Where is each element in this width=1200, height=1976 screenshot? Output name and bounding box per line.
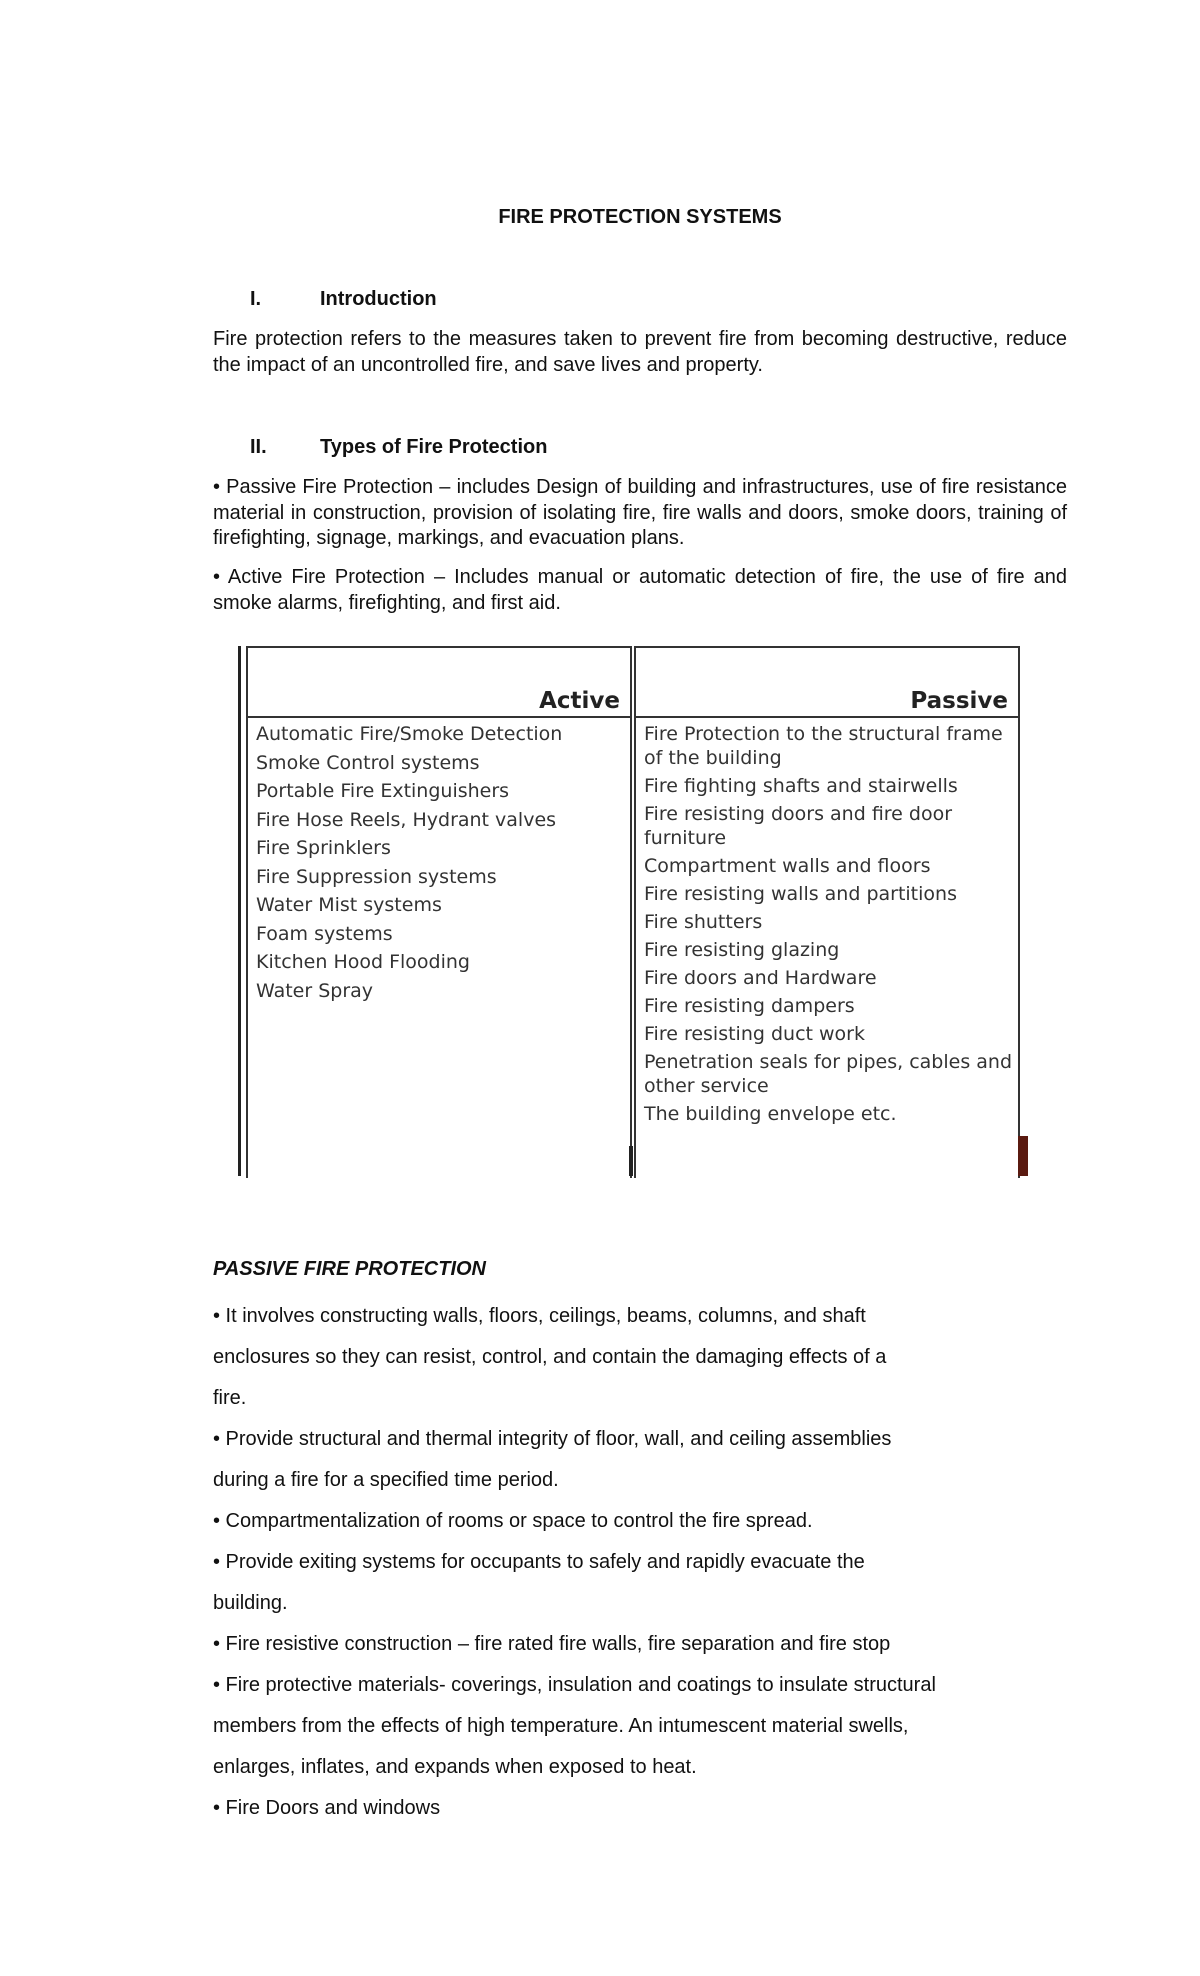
bullet-line: during a fire for a specified time period. bbox=[213, 1469, 559, 1491]
list-item: Fire Hose Reels, Hydrant valves bbox=[256, 808, 557, 831]
list-item: Fire fighting shafts and stairwells bbox=[644, 775, 958, 797]
bullet-line: • It involves constructing walls, floors, ceilings, beams, columns, and shaft bbox=[213, 1305, 866, 1327]
section-number: II. bbox=[250, 436, 267, 458]
bullet-line: • Fire Doors and windows bbox=[213, 1797, 441, 1819]
figure-left-edge bbox=[238, 646, 241, 1176]
list-item: Fire resisting doors and fire door furniture bbox=[644, 803, 953, 849]
list-item: Compartment walls and floors bbox=[644, 855, 931, 877]
bullet-line: members from the effects of high temperature. An intumescent material swells, bbox=[213, 1715, 909, 1737]
section-title: Introduction bbox=[320, 288, 437, 310]
list-item: Fire Sprinklers bbox=[256, 837, 391, 859]
list-item: Fire resisting walls and partitions bbox=[644, 883, 957, 905]
list-item: Fire shutters bbox=[644, 911, 763, 933]
intro-paragraph: Fire protection refers to the measures taken to prevent fire from becoming destructive, reduce the impact of an uncontrolled fire, and save lives and property. bbox=[213, 328, 1067, 376]
passive-column bbox=[634, 646, 1020, 1178]
list-item: Foam systems bbox=[256, 922, 393, 945]
active-list bbox=[248, 718, 630, 1003]
list-item: Penetration seals for pipes, cables and other service bbox=[644, 1051, 1013, 1097]
passive-column-heading: Passive bbox=[636, 648, 1018, 718]
bullet-line: • Compartmentalization of rooms or space to control the fire spread. bbox=[213, 1510, 813, 1532]
list-item: Smoke Control systems bbox=[256, 751, 480, 774]
active-column bbox=[246, 646, 632, 1178]
figure-mid-edge bbox=[629, 1146, 633, 1176]
list-item: Fire resisting glazing bbox=[644, 939, 840, 961]
passive-list bbox=[636, 718, 1018, 1126]
bullet-line: enclosures so they can resist, control, and contain the damaging effects of a bbox=[213, 1346, 887, 1368]
bullet-line: building. bbox=[213, 1592, 288, 1614]
bullet-line: • Provide exiting systems for occupants to safely and rapidly evacuate the bbox=[213, 1551, 865, 1573]
list-item: Fire doors and Hardware bbox=[644, 967, 877, 989]
bullet-line: • Fire resistive construction – fire rated fire walls, fire separation and fire stop bbox=[213, 1633, 891, 1655]
list-item: Automatic Fire/Smoke Detection bbox=[256, 723, 563, 745]
bullet-line: • Fire protective materials- coverings, insulation and coatings to insulate structural bbox=[213, 1674, 936, 1696]
list-item: The building envelope etc. bbox=[644, 1103, 897, 1125]
list-item: Portable Fire Extinguishers bbox=[256, 780, 510, 802]
list-item: Water Spray bbox=[256, 979, 374, 1002]
bullet-line: fire. bbox=[213, 1387, 247, 1409]
active-passive-figure bbox=[238, 646, 1028, 1176]
list-item: Kitchen Hood Flooding bbox=[256, 951, 470, 973]
active-column-heading: Active bbox=[248, 648, 630, 718]
passive-definition-paragraph: • Passive Fire Protection – includes Design of building and infrastructures, use of fire resistance material in construction, provision of isolating fire, fire walls and doors, smoke doors, training of firefighting, signage, markings, and evacuation plans. bbox=[213, 476, 1067, 549]
list-item: Fire resisting dampers bbox=[644, 995, 855, 1017]
list-item: Fire resisting duct work bbox=[644, 1023, 865, 1045]
list-item: Water Mist systems bbox=[256, 894, 442, 916]
list-item: Fire Suppression systems bbox=[256, 865, 497, 888]
figure-right-edge bbox=[1018, 1136, 1028, 1176]
passive-fire-protection-heading: PASSIVE FIRE PROTECTION bbox=[213, 1258, 486, 1280]
page-title: FIRE PROTECTION SYSTEMS bbox=[498, 206, 782, 228]
section-number: I. bbox=[250, 288, 262, 310]
passive-bullet-list bbox=[213, 1296, 1073, 1829]
section-title: Types of Fire Protection bbox=[320, 436, 548, 458]
active-definition-paragraph: • Active Fire Protection – Includes manual or automatic detection of fire, the use of fire and smoke alarms, firefighting, and first aid. bbox=[213, 566, 1067, 614]
bullet-line: enlarges, inflates, and expands when exposed to heat. bbox=[213, 1756, 697, 1778]
list-item: Fire Protection to the structural frame of the building bbox=[644, 723, 1003, 769]
bullet-line: • Provide structural and thermal integrity of floor, wall, and ceiling assemblies bbox=[213, 1428, 892, 1450]
